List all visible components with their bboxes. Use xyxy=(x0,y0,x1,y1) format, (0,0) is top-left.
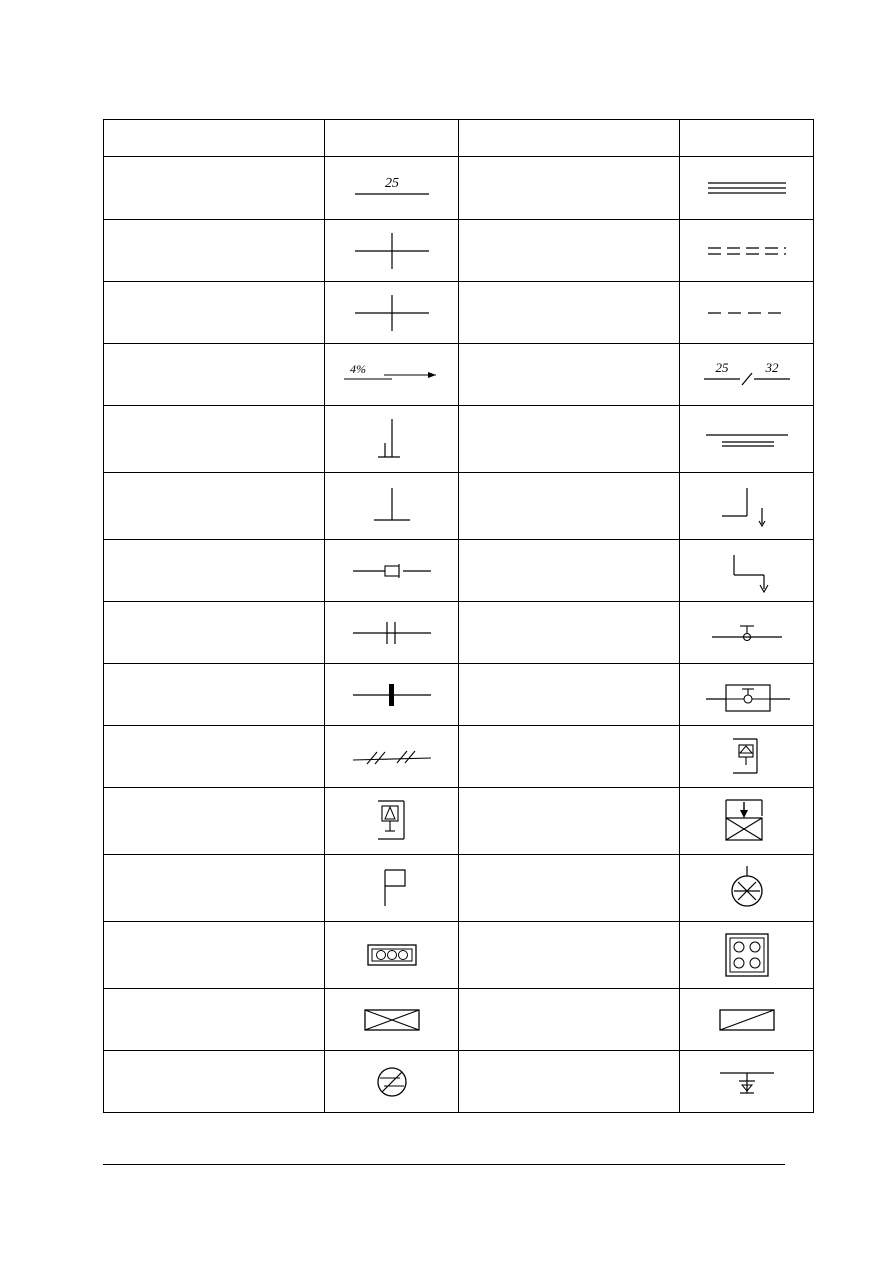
row-label xyxy=(459,855,680,922)
row-label xyxy=(104,664,325,726)
row-label xyxy=(459,220,680,282)
row-label xyxy=(104,406,325,473)
three-burner-unit-icon xyxy=(325,933,458,977)
pipe-with-size-label-25-icon xyxy=(325,167,458,209)
svg-text:25: 25 xyxy=(384,176,399,191)
row-label xyxy=(104,726,325,788)
symbol-cell xyxy=(680,1051,814,1113)
symbol-cell xyxy=(680,220,814,282)
symbol-cell xyxy=(325,540,459,602)
flexible-hose-hatched-icon xyxy=(325,742,458,772)
symbol-cell xyxy=(325,220,459,282)
table-header-row xyxy=(104,120,814,157)
symbol-cell xyxy=(680,602,814,664)
header-cell-4 xyxy=(680,120,814,157)
inline-valve-small-icon xyxy=(680,617,813,649)
symbol-cell xyxy=(680,855,814,922)
table-row xyxy=(104,344,814,406)
row-label xyxy=(104,788,325,855)
four-burner-unit-icon xyxy=(680,926,813,984)
symbol-cell xyxy=(325,922,459,989)
row-label xyxy=(459,989,680,1051)
symbol-cell xyxy=(680,473,814,540)
inline-reducer-icon xyxy=(325,556,458,586)
crossed-box-device-icon xyxy=(680,792,813,850)
grounded-riser-symbol-icon xyxy=(680,1059,813,1105)
symbol-cell xyxy=(325,1051,459,1113)
table-row xyxy=(104,220,814,282)
symbol-cell xyxy=(680,540,814,602)
symbol-cell xyxy=(325,406,459,473)
symbol-cell xyxy=(325,788,459,855)
drop-pipe-arrow-down-icon xyxy=(680,545,813,597)
table-row xyxy=(104,406,814,473)
row-label xyxy=(459,473,680,540)
svg-text:25: 25 xyxy=(715,359,728,375)
table-row xyxy=(104,664,814,726)
double-parallel-lines-icon xyxy=(680,426,813,452)
row-label xyxy=(459,157,680,220)
table-row xyxy=(104,989,814,1051)
table-row xyxy=(104,473,814,540)
bowtie-box-device-icon xyxy=(325,1000,458,1040)
bracket-valve-device-icon xyxy=(680,731,813,783)
table-row xyxy=(104,726,814,788)
symbol-cell xyxy=(325,282,459,344)
row-label xyxy=(459,602,680,664)
row-label xyxy=(104,922,325,989)
row-label xyxy=(104,157,325,220)
table-row xyxy=(104,922,814,989)
symbol-cell xyxy=(680,922,814,989)
symbol-cell xyxy=(680,282,814,344)
symbol-cell xyxy=(680,344,814,406)
diagonal-box-device-icon xyxy=(680,1000,813,1040)
pipe-end-cap-vertical-icon xyxy=(325,480,458,532)
flange-connection-icon xyxy=(325,615,458,651)
symbol-cell xyxy=(680,406,814,473)
row-label xyxy=(104,989,325,1051)
row-label xyxy=(104,540,325,602)
row-label xyxy=(459,344,680,406)
blind-flange-icon xyxy=(325,677,458,713)
boxed-valve-assembly-icon xyxy=(680,673,813,717)
row-label xyxy=(104,282,325,344)
table-row xyxy=(104,540,814,602)
row-label xyxy=(104,344,325,406)
vertical-pipe-drop-icon xyxy=(325,413,458,465)
symbol-cell xyxy=(680,788,814,855)
pipe-size-change-25-32-icon xyxy=(680,356,813,394)
row-label xyxy=(459,1051,680,1113)
row-label xyxy=(459,788,680,855)
symbol-cell xyxy=(325,344,459,406)
symbol-cell xyxy=(680,726,814,788)
row-label xyxy=(459,282,680,344)
riser-down-elbow-icon xyxy=(680,480,813,532)
symbol-cell xyxy=(325,664,459,726)
circle-slash-device-icon xyxy=(325,1060,458,1104)
table-row xyxy=(104,1051,814,1113)
symbol-cell xyxy=(680,664,814,726)
row-label xyxy=(104,602,325,664)
symbol-cell xyxy=(325,726,459,788)
table-row xyxy=(104,602,814,664)
header-cell-2 xyxy=(325,120,459,157)
symbol-cell xyxy=(680,157,814,220)
row-label xyxy=(104,1051,325,1113)
circle-crossed-meter-icon xyxy=(680,860,813,916)
slope-value-text: 4% xyxy=(349,361,366,376)
table-row xyxy=(104,157,814,220)
symbol-cell xyxy=(325,157,459,220)
row-label xyxy=(104,220,325,282)
pipe-cross-junction-2-icon xyxy=(325,289,458,337)
slope-arrow-4-percent-icon xyxy=(325,357,458,393)
svg-text:32: 32 xyxy=(765,359,778,375)
row-label xyxy=(459,664,680,726)
symbol-cell xyxy=(680,989,814,1051)
row-label xyxy=(459,726,680,788)
table-row xyxy=(104,788,814,855)
row-label xyxy=(459,922,680,989)
table-row xyxy=(104,282,814,344)
row-label xyxy=(104,473,325,540)
table-row xyxy=(104,855,814,922)
symbol-cell xyxy=(325,473,459,540)
symbol-cell xyxy=(325,602,459,664)
row-label xyxy=(459,406,680,473)
symbol-cell xyxy=(325,855,459,922)
pipe-cross-junction-icon xyxy=(325,227,458,275)
wall-mounted-valve-device-icon xyxy=(325,793,458,849)
header-cell-1 xyxy=(104,120,325,157)
symbol-legend-table xyxy=(103,119,814,1113)
footer-rule xyxy=(103,1164,785,1165)
symbol-cell xyxy=(325,989,459,1051)
row-label xyxy=(104,855,325,922)
header-cell-3 xyxy=(459,120,680,157)
single-dashed-line-icon xyxy=(680,303,813,323)
flag-marker-icon xyxy=(325,862,458,914)
double-dashed-lines-icon xyxy=(680,239,813,263)
triple-parallel-lines-icon xyxy=(680,173,813,203)
row-label xyxy=(459,540,680,602)
